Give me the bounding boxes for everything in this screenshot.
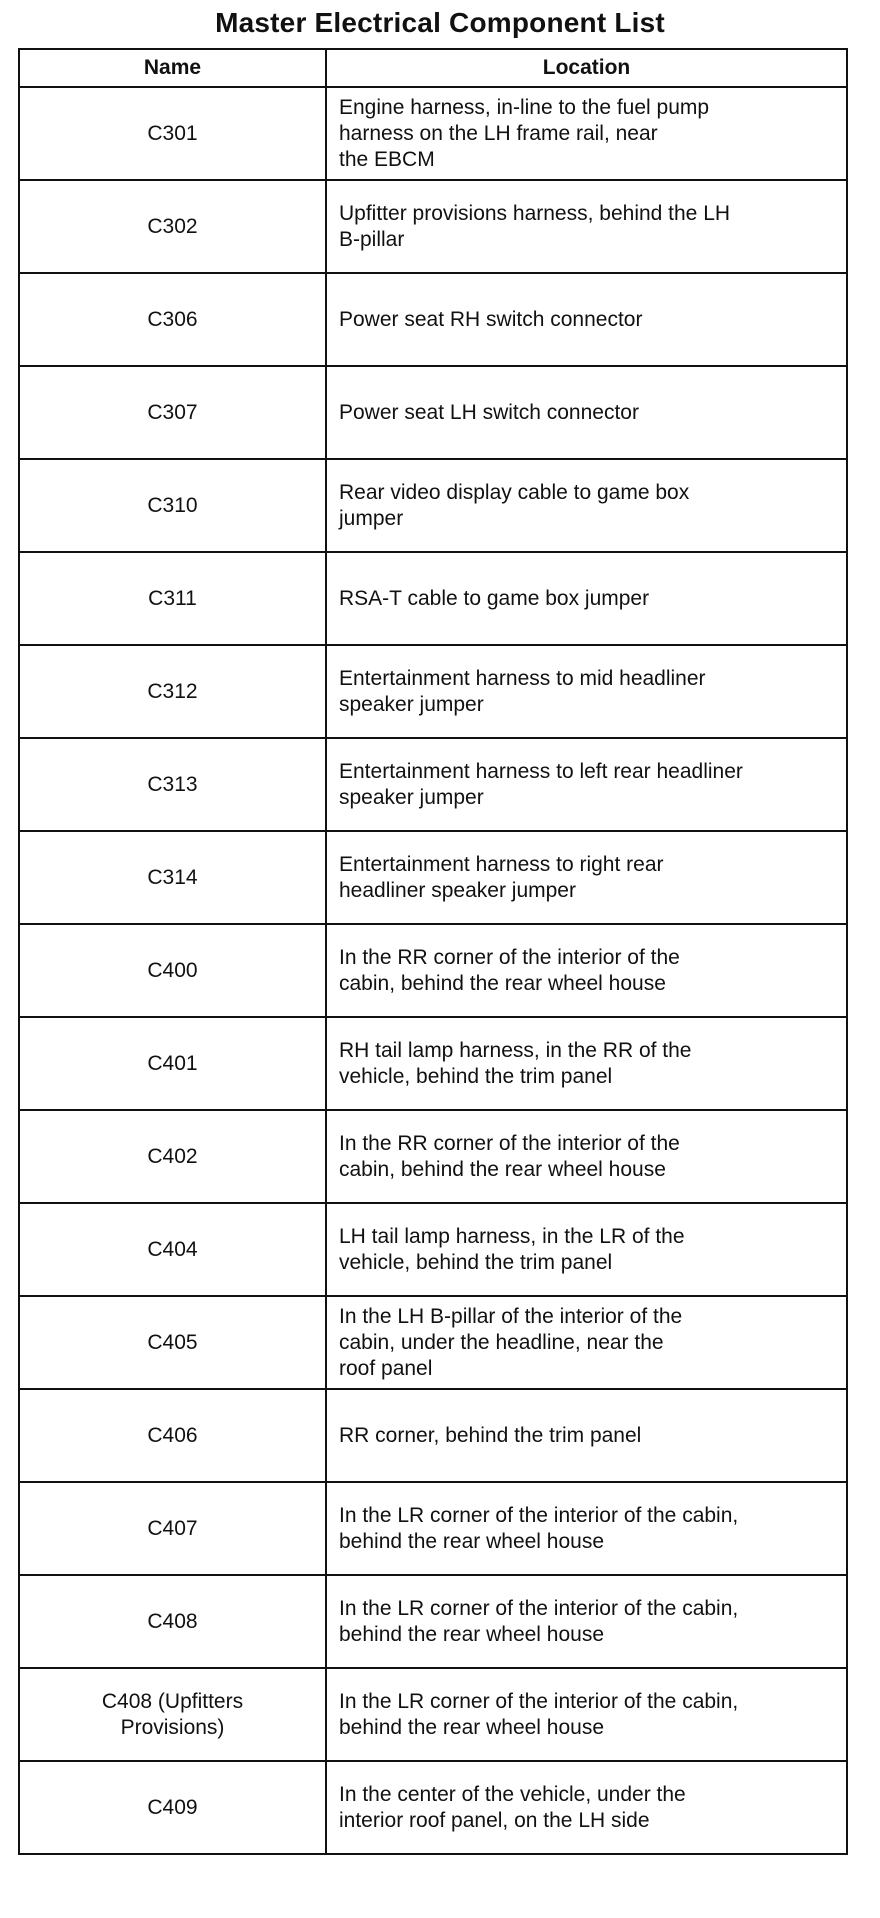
component-location-cell: Engine harness, in-line to the fuel pump harness on the LH frame rail, near the EBCM <box>326 87 847 180</box>
table-row <box>19 924 847 1017</box>
component-location-cell: Power seat LH switch connector <box>326 366 847 459</box>
component-name-cell: C402 <box>19 1110 326 1203</box>
table-row <box>19 87 847 180</box>
table-row <box>19 738 847 831</box>
component-name-cell: C301 <box>19 87 326 180</box>
component-name-cell: C400 <box>19 924 326 1017</box>
component-location-cell: RH tail lamp harness, in the RR of the vehicle, behind the trim panel <box>326 1017 847 1110</box>
component-name-cell: C313 <box>19 738 326 831</box>
component-location-cell: In the LR corner of the interior of the cabin, behind the rear wheel house <box>326 1668 847 1761</box>
table-row <box>19 273 847 366</box>
table-row <box>19 1575 847 1668</box>
component-name-cell: C408 <box>19 1575 326 1668</box>
component-name-cell: C408 (Upfitters Provisions) <box>19 1668 326 1761</box>
table-row <box>19 645 847 738</box>
component-name-cell: C314 <box>19 831 326 924</box>
component-location-cell: Rear video display cable to game box jumper <box>326 459 847 552</box>
table-header-row <box>19 49 847 87</box>
component-location-cell: Power seat RH switch connector <box>326 273 847 366</box>
component-location-cell: In the RR corner of the interior of the cabin, behind the rear wheel house <box>326 924 847 1017</box>
component-name-cell: C306 <box>19 273 326 366</box>
table-row <box>19 1110 847 1203</box>
table-row <box>19 180 847 273</box>
component-location-cell: RSA-T cable to game box jumper <box>326 552 847 645</box>
component-name-cell: C312 <box>19 645 326 738</box>
component-location-cell: In the RR corner of the interior of the cabin, behind the rear wheel house <box>326 1110 847 1203</box>
component-location-cell: In the center of the vehicle, under the interior roof panel, on the LH side <box>326 1761 847 1854</box>
component-name-cell: C401 <box>19 1017 326 1110</box>
component-name-cell: C310 <box>19 459 326 552</box>
component-name-cell: C311 <box>19 552 326 645</box>
component-name-cell: C302 <box>19 180 326 273</box>
component-location-cell: In the LH B-pillar of the interior of the cabin, under the headline, near the roof panel <box>326 1296 847 1389</box>
page-title: Master Electrical Component List <box>215 7 665 38</box>
component-location-cell: Entertainment harness to mid headliner speaker jumper <box>326 645 847 738</box>
table-row <box>19 1296 847 1389</box>
component-table <box>18 48 848 1855</box>
table-body <box>19 87 847 1854</box>
table-row <box>19 1482 847 1575</box>
table-row <box>19 552 847 645</box>
component-name-cell: C405 <box>19 1296 326 1389</box>
component-name-cell: C407 <box>19 1482 326 1575</box>
component-location-cell: In the LR corner of the interior of the cabin, behind the rear wheel house <box>326 1575 847 1668</box>
table-row <box>19 366 847 459</box>
column-header-location: Location <box>326 49 847 87</box>
component-location-cell: In the LR corner of the interior of the cabin, behind the rear wheel house <box>326 1482 847 1575</box>
component-name-cell: C404 <box>19 1203 326 1296</box>
component-location-cell: Upfitter provisions harness, behind the LH B-pillar <box>326 180 847 273</box>
table-row <box>19 1017 847 1110</box>
table-row <box>19 1668 847 1761</box>
component-location-cell: LH tail lamp harness, in the LR of the vehicle, behind the trim panel <box>326 1203 847 1296</box>
component-name-cell: C307 <box>19 366 326 459</box>
table-row <box>19 1203 847 1296</box>
table-row <box>19 1389 847 1482</box>
table-row <box>19 459 847 552</box>
column-header-name: Name <box>19 49 326 87</box>
component-location-cell: Entertainment harness to right rear headliner speaker jumper <box>326 831 847 924</box>
component-location-cell: RR corner, behind the trim panel <box>326 1389 847 1482</box>
table-row <box>19 1761 847 1854</box>
table-row <box>19 831 847 924</box>
component-name-cell: C406 <box>19 1389 326 1482</box>
component-name-cell: C409 <box>19 1761 326 1854</box>
component-location-cell: Entertainment harness to left rear headliner speaker jumper <box>326 738 847 831</box>
